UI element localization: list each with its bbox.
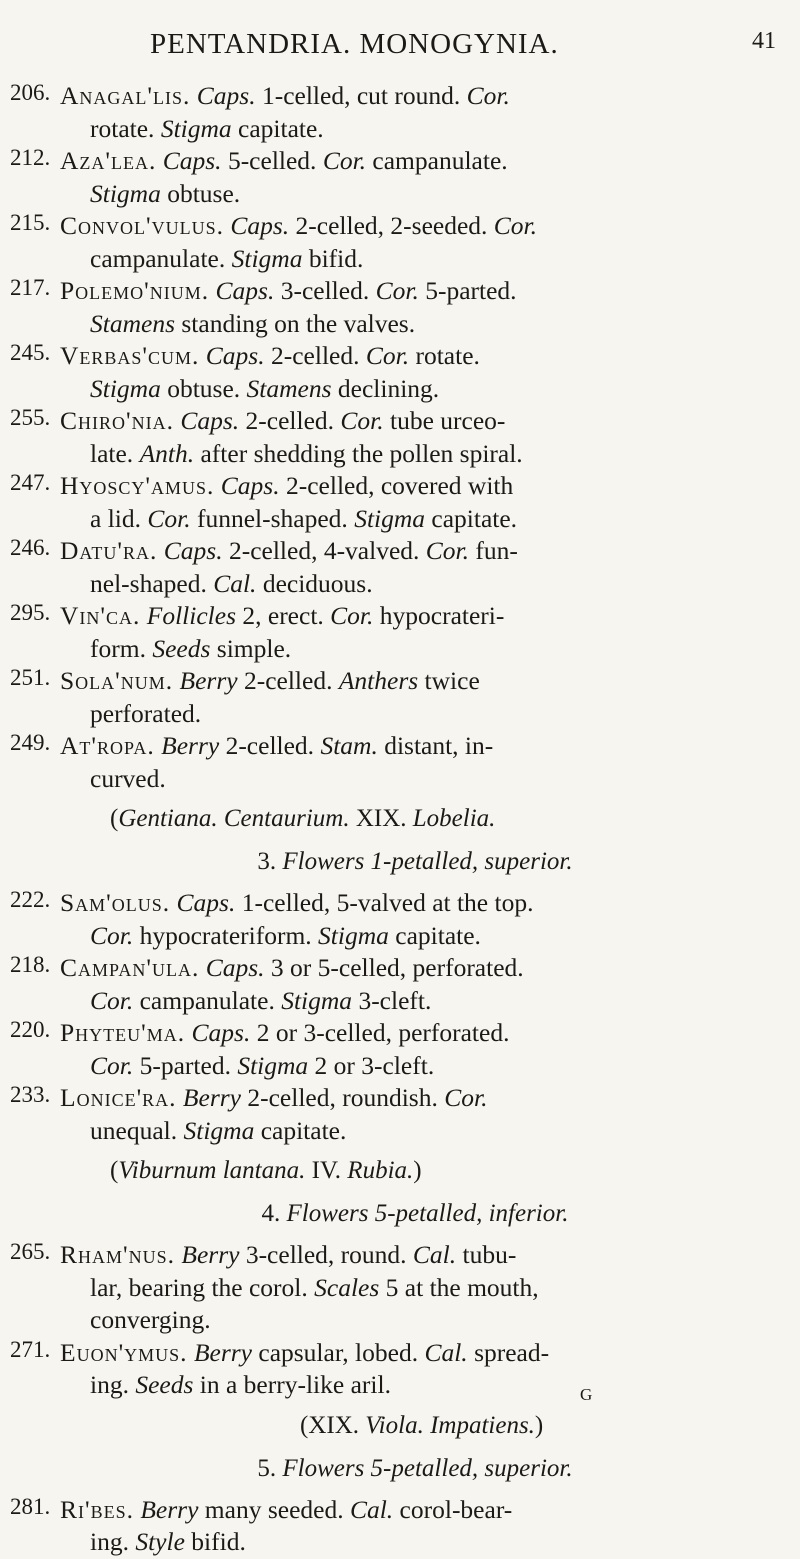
genus-name: Hyoscy'amus.: [60, 471, 215, 500]
entry-continuation: rotate. Stigma capitate.: [90, 113, 324, 143]
entry-continuation: form. Seeds simple.: [90, 633, 292, 663]
entry-number: 271.: [10, 1336, 51, 1362]
entry-first-line: Ri'bes. Berry many seeded. Cal. corol-bear-: [60, 1494, 513, 1524]
genus-name: Euon'ymus.: [60, 1337, 188, 1367]
genus-entry: [0, 405, 800, 470]
entry-continuation: Cor. 5-parted. Stigma 2 or 3-cleft.: [90, 1050, 435, 1080]
entry-first-line: Sola'num. Berry 2-celled. Anthers twice: [60, 666, 480, 695]
genus-name: Datu'ra.: [60, 536, 158, 565]
entry-number: 220.: [10, 1017, 51, 1042]
entry-first-line: Lonice'ra. Berry 2-celled, roundish. Cor.: [60, 1083, 488, 1112]
entry-first-line: Hyoscy'amus. Caps. 2-celled, covered with: [60, 471, 514, 500]
entry-group-4: [0, 1239, 800, 1402]
entry-first-line: Vin'ca. Follicles 2, erect. Cor. hypocrateri-: [60, 601, 505, 630]
entry-first-line: Aza'lea. Caps. 5-celled. Cor. campanulate.: [60, 146, 508, 175]
genus-entry: [0, 1337, 800, 1402]
entry-continuation: late. Anth. after shedding the pollen spiral.: [90, 438, 523, 468]
entry-first-line: Datu'ra. Caps. 2-celled, 4-valved. Cor. fun-: [60, 536, 518, 565]
entry-number: 265.: [10, 1239, 51, 1264]
genus-name: At'ropa.: [60, 731, 155, 760]
genus-name: Sam'olus.: [60, 888, 171, 917]
genus-entry: [0, 1239, 800, 1337]
genus-entry: [0, 887, 800, 952]
entry-continuation: Cor. campanulate. Stigma 3-cleft.: [90, 985, 432, 1015]
signature-mark: G: [580, 1385, 593, 1404]
entry-first-line: Anagal'lis. Caps. 1-celled, cut round. Cor.: [60, 81, 510, 110]
entry-first-line: Polemo'nium. Caps. 3-celled. Cor. 5-parted.: [60, 276, 517, 305]
entry-number: 233.: [10, 1082, 51, 1107]
entry-continuation: nel-shaped. Cal. deciduous.: [90, 568, 373, 598]
genus-name: Anagal'lis.: [60, 81, 191, 110]
entry-continuation: Cor. hypocrateriform. Stigma capitate.: [90, 920, 481, 950]
entry-number: 281.: [10, 1493, 51, 1519]
entry-number: 212.: [10, 145, 51, 170]
entry-group-5: [0, 1494, 800, 1559]
entry-number: 247.: [10, 470, 51, 495]
entry-group-3: [0, 887, 800, 1147]
genus-name: Vin'ca.: [60, 601, 141, 630]
entry-number: 255.: [10, 405, 51, 430]
entry-continuation: lar, bearing the corol. Scales 5 at the mouth,: [90, 1272, 539, 1302]
entry-first-line: Euon'ymus. Berry capsular, lobed. Cal. spread-: [60, 1337, 550, 1367]
entry-continuation: Stigma obtuse. Stamens declining.: [90, 373, 440, 403]
genus-name: Convol'vulus.: [60, 211, 224, 240]
entry-continuation: campanulate. Stigma bifid.: [90, 243, 364, 273]
entry-continuation: Stamens standing on the valves.: [90, 308, 416, 338]
page-header: [0, 28, 800, 68]
entry-continuation: converging.: [90, 1305, 211, 1334]
genus-entry: [0, 340, 800, 405]
entry-number: 246.: [10, 535, 51, 560]
entry-first-line: Rham'nus. Berry 3-celled, round. Cal. tubu-: [60, 1240, 517, 1269]
entry-first-line: Sam'olus. Caps. 1-celled, 5-valved at the top.: [60, 888, 534, 917]
genus-name: Rham'nus.: [60, 1240, 175, 1269]
entry-number: 295.: [10, 600, 51, 625]
entry-first-line: Verbas'cum. Caps. 2-celled. Cor. rotate.: [60, 341, 480, 370]
entry-continuation: ing. Seeds in a berry-like aril.: [90, 1370, 391, 1399]
page-number: 41: [752, 28, 776, 54]
genus-name: Aza'lea.: [60, 146, 157, 175]
genus-entry: [0, 1082, 800, 1147]
genus-list: [0, 80, 800, 1559]
entry-group-2: [0, 80, 800, 795]
genus-entry: [0, 535, 800, 600]
genus-entry: [0, 275, 800, 340]
entry-first-line: Chiro'nia. Caps. 2-celled. Cor. tube urceo-: [60, 406, 506, 435]
genus-name: Phyteu'ma.: [60, 1018, 186, 1047]
entry-number: 215.: [10, 210, 51, 235]
section-heading-3: 3. Flowers 1-petalled, superior.: [257, 848, 573, 875]
entry-number: 251.: [10, 665, 51, 690]
genus-entry: [0, 1494, 800, 1559]
genus-name: Chiro'nia.: [60, 406, 174, 435]
entry-number: 206.: [10, 80, 51, 105]
entry-number: 245.: [10, 340, 51, 365]
cross-reference-note: (Viburnum lantana. IV. Rubia.): [110, 1157, 422, 1184]
entry-number: 222.: [10, 887, 51, 912]
entry-continuation: a lid. Cor. funnel-shaped. Stigma capitate.: [90, 503, 518, 533]
genus-name: Campan'ula.: [60, 953, 200, 982]
running-title: PENTANDRIA. MONOGYNIA.: [150, 28, 559, 60]
entry-continuation: Stigma obtuse.: [90, 178, 241, 208]
entry-first-line: At'ropa. Berry 2-celled. Stam. distant, in-: [60, 731, 494, 760]
entry-first-line: Convol'vulus. Caps. 2-celled, 2-seeded. Cor.: [60, 211, 538, 240]
section-heading-4: 4. Flowers 5-petalled, inferior.: [261, 1200, 569, 1227]
entry-number: 217.: [10, 275, 51, 300]
genus-name: Ri'bes.: [60, 1494, 134, 1524]
genus-name: Lonice'ra.: [60, 1083, 177, 1112]
genus-entry: [0, 600, 800, 665]
genus-entry: [0, 210, 800, 275]
genus-entry: [0, 665, 800, 730]
entry-continuation: curved.: [90, 763, 166, 793]
genus-entry: [0, 80, 800, 145]
genus-entry: [0, 952, 800, 1017]
cross-reference-note: (XIX. Viola. Impatiens.): [300, 1411, 544, 1439]
genus-entry: [0, 1017, 800, 1082]
genus-name: Polemo'nium.: [60, 276, 210, 305]
genus-entry: [0, 470, 800, 535]
genus-name: Verbas'cum.: [60, 341, 200, 370]
section-heading-5: 5. Flowers 5-petalled, superior.: [257, 1454, 573, 1482]
cross-reference-note: (Gentiana. Centaurium. XIX. Lobelia.: [110, 805, 496, 832]
entry-first-line: Phyteu'ma. Caps. 2 or 3-celled, perforated.: [60, 1018, 510, 1047]
entry-continuation: perforated.: [90, 698, 202, 728]
entry-number: 249.: [10, 730, 51, 755]
genus-entry: [0, 145, 800, 210]
genus-entry: [0, 730, 800, 795]
entry-number: 218.: [10, 952, 51, 977]
entry-continuation: unequal. Stigma capitate.: [90, 1115, 347, 1145]
entry-continuation: ing. Style bifid.: [90, 1527, 246, 1556]
entry-first-line: Campan'ula. Caps. 3 or 5-celled, perforated.: [60, 953, 524, 982]
genus-name: Sola'num.: [60, 666, 174, 695]
